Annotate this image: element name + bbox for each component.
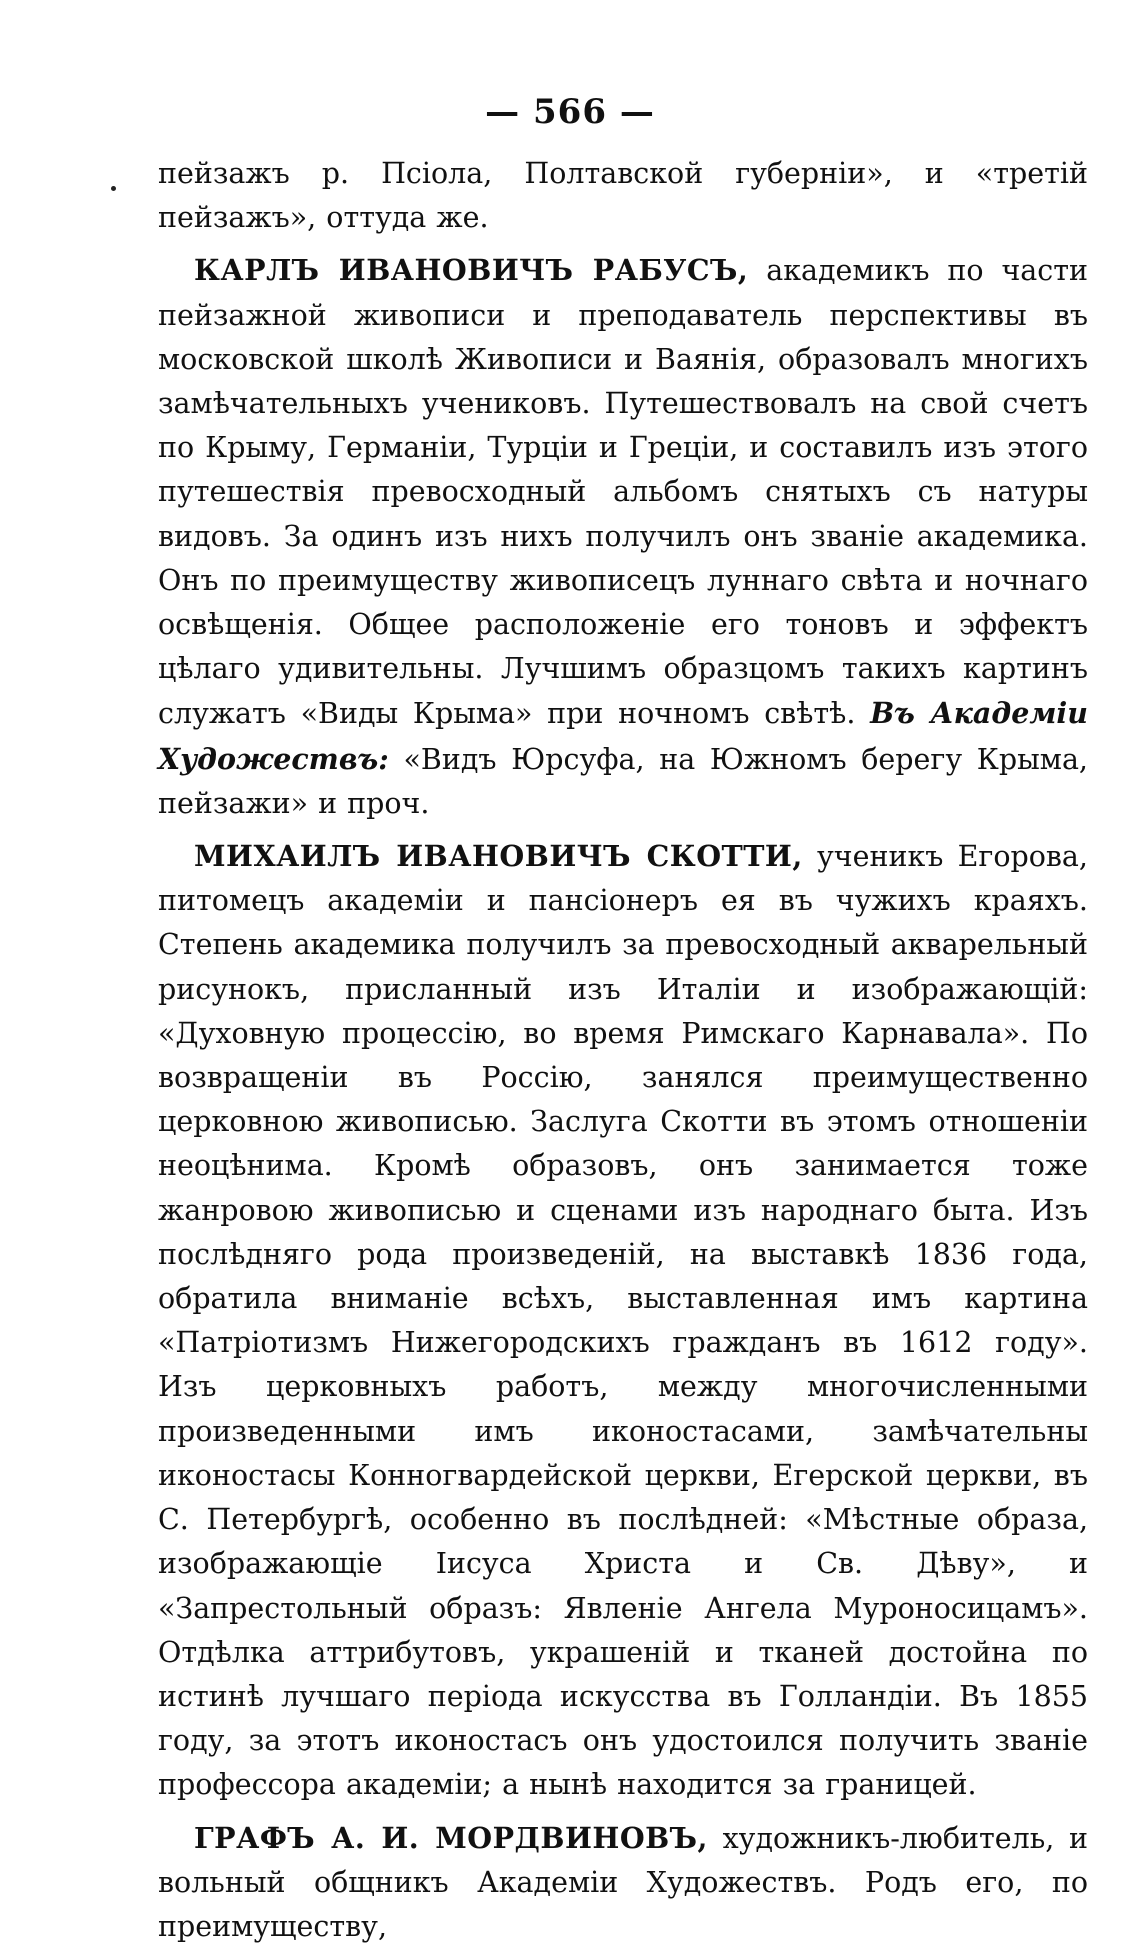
- body-text: [158, 152, 1088, 1949]
- paragraph-text: академикъ по части пейзажной живописи и преподаватель перспективы въ московской школѣ Живописи и Ваянiя, образовалъ многихъ замѣчательныхъ учениковъ. Путешествовалъ на свой счетъ по Крыму, Германiи, Турцiи и Грецiи, и составилъ изъ этого путешествiя превосходный альбомъ снятыхъ съ натуры видовъ. За одинъ изъ нихъ получилъ онъ званiе академика. Онъ по преимуществу живописецъ луннаго свѣта и ночнаго освѣщенiя. Общее расположенiе его тоновъ и эффектъ цѣлаго удивительны. Лучшимъ образцомъ такихъ картинъ служатъ «Виды Крыма» при ночномъ свѣтѣ.: [158, 254, 1088, 731]
- paragraph-scotti: [158, 834, 1088, 1807]
- paragraph-continued: [158, 152, 1088, 240]
- paragraph-text: пейзажъ р. Псiола, Полтавской губернiи», и «третiй пейзажъ», оттуда же.: [158, 157, 1088, 235]
- paragraph-mordvinov: [158, 1816, 1088, 1949]
- paragraph-text: художникъ-любитель, и вольный общникъ Академiи Художествъ. Родъ его, по преимуществу,: [158, 1821, 1088, 1943]
- paragraph-tail: «Видъ Юрсуфа, на Южномъ берегу Крыма, пейзажи» и проч.: [158, 742, 1088, 820]
- artist-name-scotti: МИХАИЛЪ ИВАНОВИЧЪ СКОТТИ,: [194, 839, 803, 874]
- artist-name-mordvinov: ГРАФЪ А. И. МОРДВИНОВЪ,: [194, 1820, 708, 1855]
- margin-dot: [111, 186, 116, 191]
- paragraph-rabus: [158, 248, 1088, 826]
- paragraph-text: ученикъ Егорова, питомецъ академiи и пансiонеръ ея въ чужихъ краяхъ. Степень академика получилъ за превосходный акварельный рисунокъ, присланный изъ Италiи и изображающiй: «Духовную процессiю, во время Римскаго Карнавала». По возвращенiи въ Россiю, занялся преимущественно церковною живописью. Заслуга Скотти въ этомъ отношенiи неоцѣнима. Кромѣ образовъ, онъ занимается тоже жанровою живописью и сценами изъ народнаго быта. Изъ послѣдняго рода произведенiй, на выставкѣ 1836 года, обратила вниманiе всѣхъ, выставленная имъ картина «Патрiотизмъ Нижегородскихъ гражданъ въ 1612 году». Изъ церковныхъ работъ, между многочисленными произведенными имъ иконостасами, замѣчательны иконостасы Конногвардейской церкви, Егерской церкви, въ С. Петербургѣ, особенно въ послѣдней: «Мѣстные образа, изображающiе Iисуса Христа и Св. Дѣву», и «Запрестольный образъ: Явленiе Ангела Муроносицамъ». Отдѣлка аттрибутовъ, украшенiй и тканей достойна по истинѣ лучшаго перiода искусства въ Голландiи. Въ 1855 году, за этотъ иконостасъ онъ удостоился получить званiе профессора академiи; а нынѣ находится за границей.: [158, 840, 1088, 1802]
- artist-name-rabus: КАРЛЪ ИВАНОВИЧЪ РАБУСЪ,: [194, 253, 749, 288]
- page-number: — 566 —: [485, 92, 655, 132]
- italic-phrase: Въ Академiи Художествъ:: [158, 696, 1088, 776]
